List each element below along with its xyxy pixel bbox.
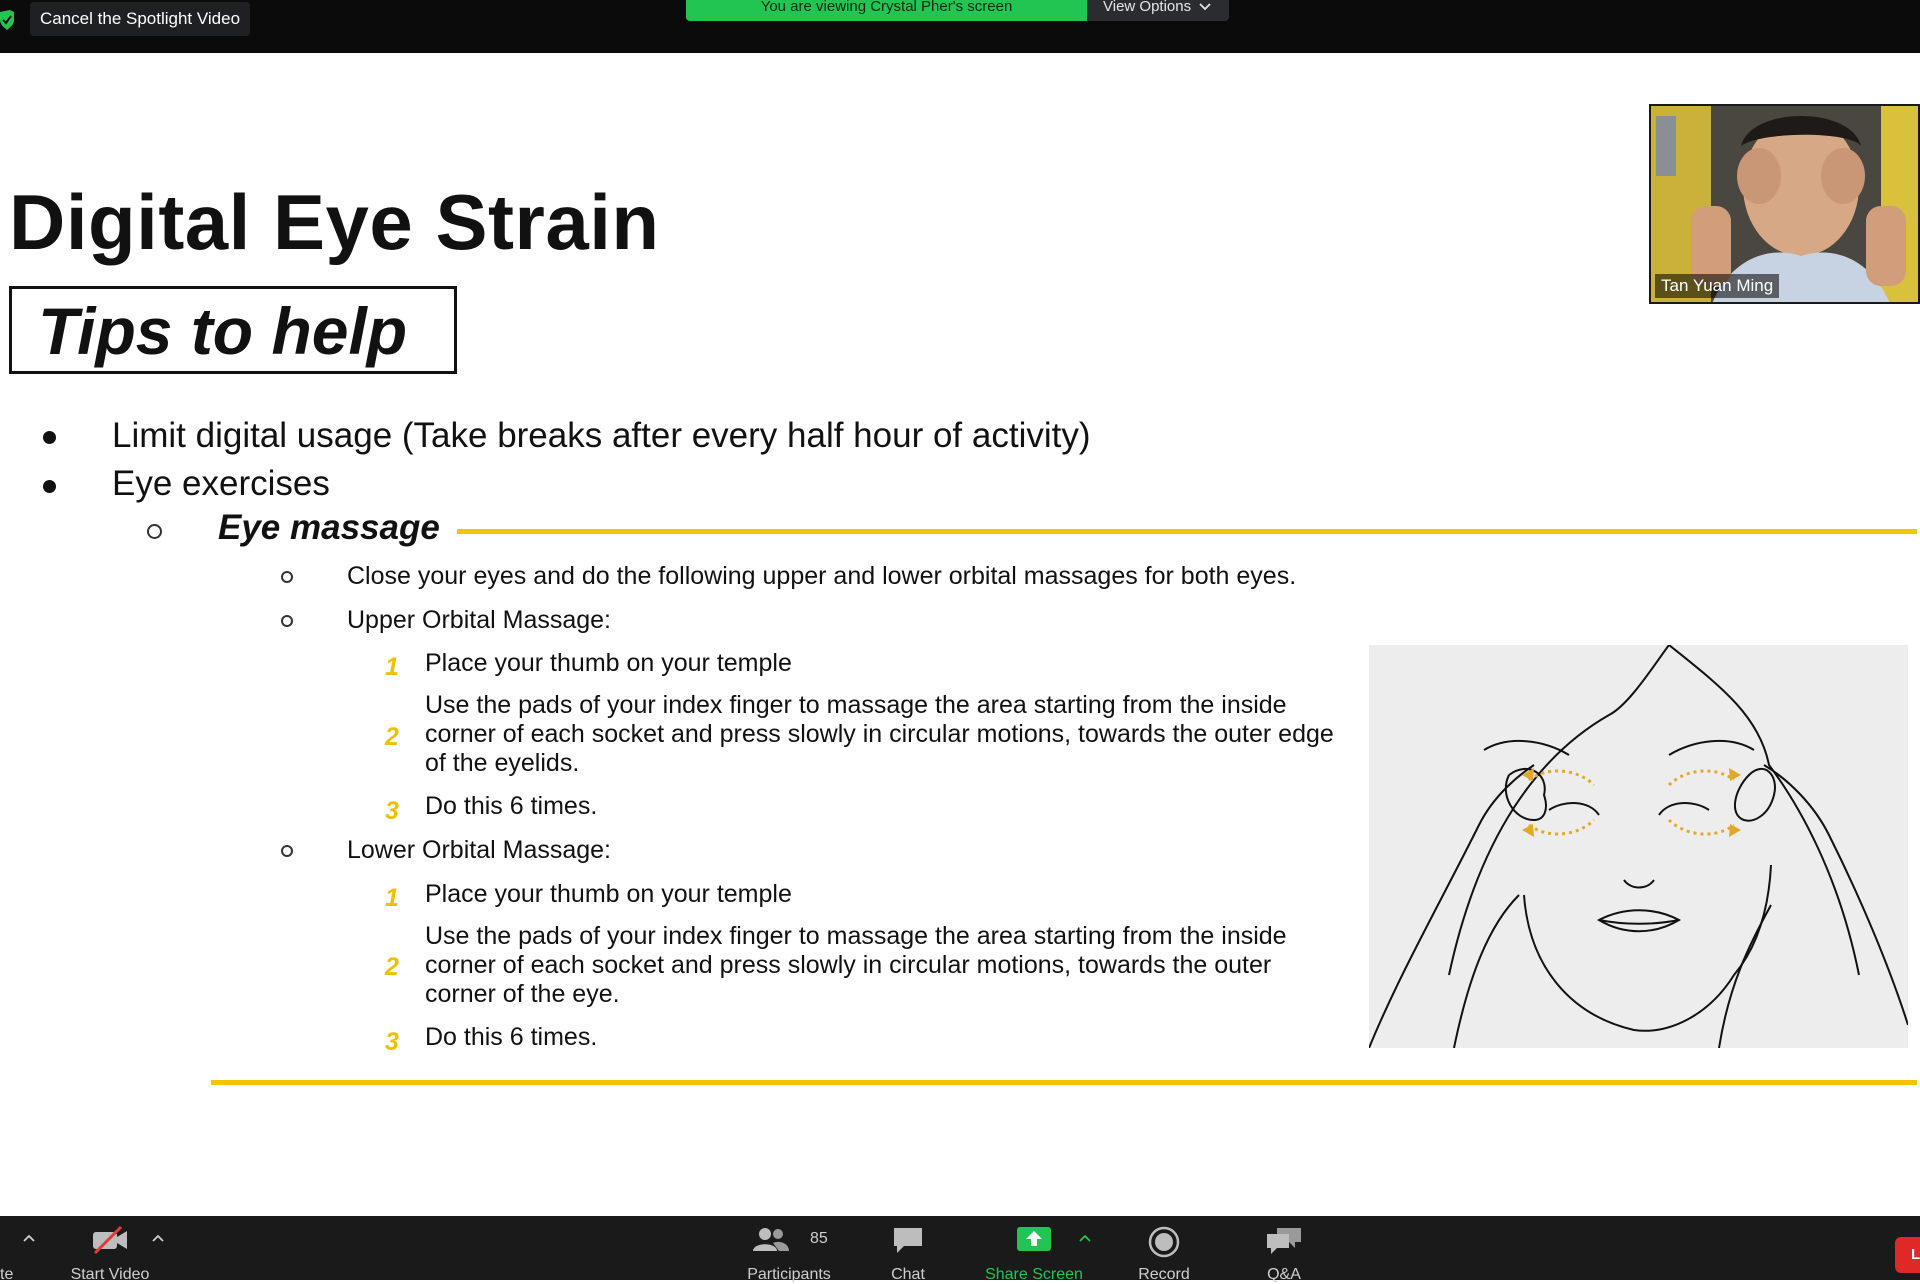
upper-step-1: Place your thumb on your temple [425,649,792,677]
record-icon [1148,1226,1180,1258]
participant-name-label: Tan Yuan Ming [1655,274,1779,298]
participants-button[interactable] [730,1216,848,1283]
accent-line-bottom [211,1080,1917,1085]
mute-button[interactable] [0,1216,20,1283]
video-off-icon [91,1226,129,1254]
chat-icon [892,1226,924,1256]
share-screen-label: Share Screen [985,1266,1083,1283]
viewing-screen-banner: You are viewing Crystal Pher's screen [686,0,1087,21]
record-label: Record [1138,1266,1190,1283]
caret-up-icon[interactable] [152,1234,164,1242]
step-number: 2 [385,723,399,751]
eye-massage-heading: Eye massage [218,508,440,547]
bullet-dot [43,431,56,444]
eye-massage-illustration [1369,645,1908,1048]
bullet-limit-usage: Limit digital usage (Take breaks after every half hour of activity) [112,416,1091,455]
face-drawing [1369,645,1908,1048]
mute-label: te [0,1266,14,1283]
bullet-circle [281,571,293,583]
tips-heading: Tips to help [38,294,408,368]
view-options-label: View Options [1103,0,1192,15]
accent-line-top [457,529,1917,534]
step-number: 3 [385,1028,399,1056]
shared-slide [0,53,1920,1216]
bullet-circle [147,524,162,539]
bullet-circle [281,615,293,627]
slide-title: Digital Eye Strain [9,178,660,266]
step-number: 3 [385,797,399,825]
chat-label: Chat [891,1266,925,1283]
view-options-button[interactable] [1087,0,1229,21]
participant-video-tile[interactable] [1649,104,1920,304]
bullet-dot [43,480,56,493]
step-number: 1 [385,884,399,912]
upper-step-2: Use the pads of your index finger to massage the area starting from the inside corner of each socket and press slowly in circular motions, towards the outer edge of the eyelids. [425,691,1334,777]
start-video-button[interactable] [60,1216,160,1283]
lower-step-1: Place your thumb on your temple [425,880,792,908]
upper-step-3: Do this 6 times. [425,792,598,820]
bullet-eye-exercises: Eye exercises [112,464,330,503]
shield-check-icon [0,10,14,30]
lower-step-3: Do this 6 times. [425,1023,598,1051]
share-screen-icon [1016,1226,1052,1254]
meeting-top-bar [0,0,1920,53]
chevron-down-icon [1199,3,1211,11]
participants-label: Participants [747,1266,831,1283]
qa-icon [1265,1226,1303,1256]
step-number: 2 [385,953,399,981]
end-meeting-button[interactable]: L [1895,1237,1920,1273]
meeting-toolbar [0,1216,1920,1283]
caret-up-icon[interactable] [23,1234,35,1242]
cancel-spotlight-button[interactable]: Cancel the Spotlight Video [30,2,250,36]
lower-step-2: Use the pads of your index finger to massage the area starting from the inside corner of each socket and press slowly in circular motions, towards the outer corner of the eye. [425,922,1287,1008]
start-video-label: Start Video [70,1266,150,1283]
step-number: 1 [385,653,399,681]
chat-button[interactable] [870,1216,946,1283]
caret-up-icon[interactable] [1079,1234,1091,1242]
tips-box [9,286,457,374]
participants-count: 85 [810,1230,828,1247]
participants-icon [753,1226,789,1252]
share-screen-button[interactable] [970,1216,1098,1283]
lower-orbital-heading: Lower Orbital Massage: [347,836,612,864]
qa-label: Q&A [1267,1266,1301,1283]
massage-intro: Close your eyes and do the following upper and lower orbital massages for both eyes. [347,562,1297,590]
bullet-circle [281,845,293,857]
record-button[interactable] [1124,1216,1204,1283]
upper-orbital-heading: Upper Orbital Massage: [347,606,612,634]
qa-button[interactable] [1244,1216,1324,1283]
